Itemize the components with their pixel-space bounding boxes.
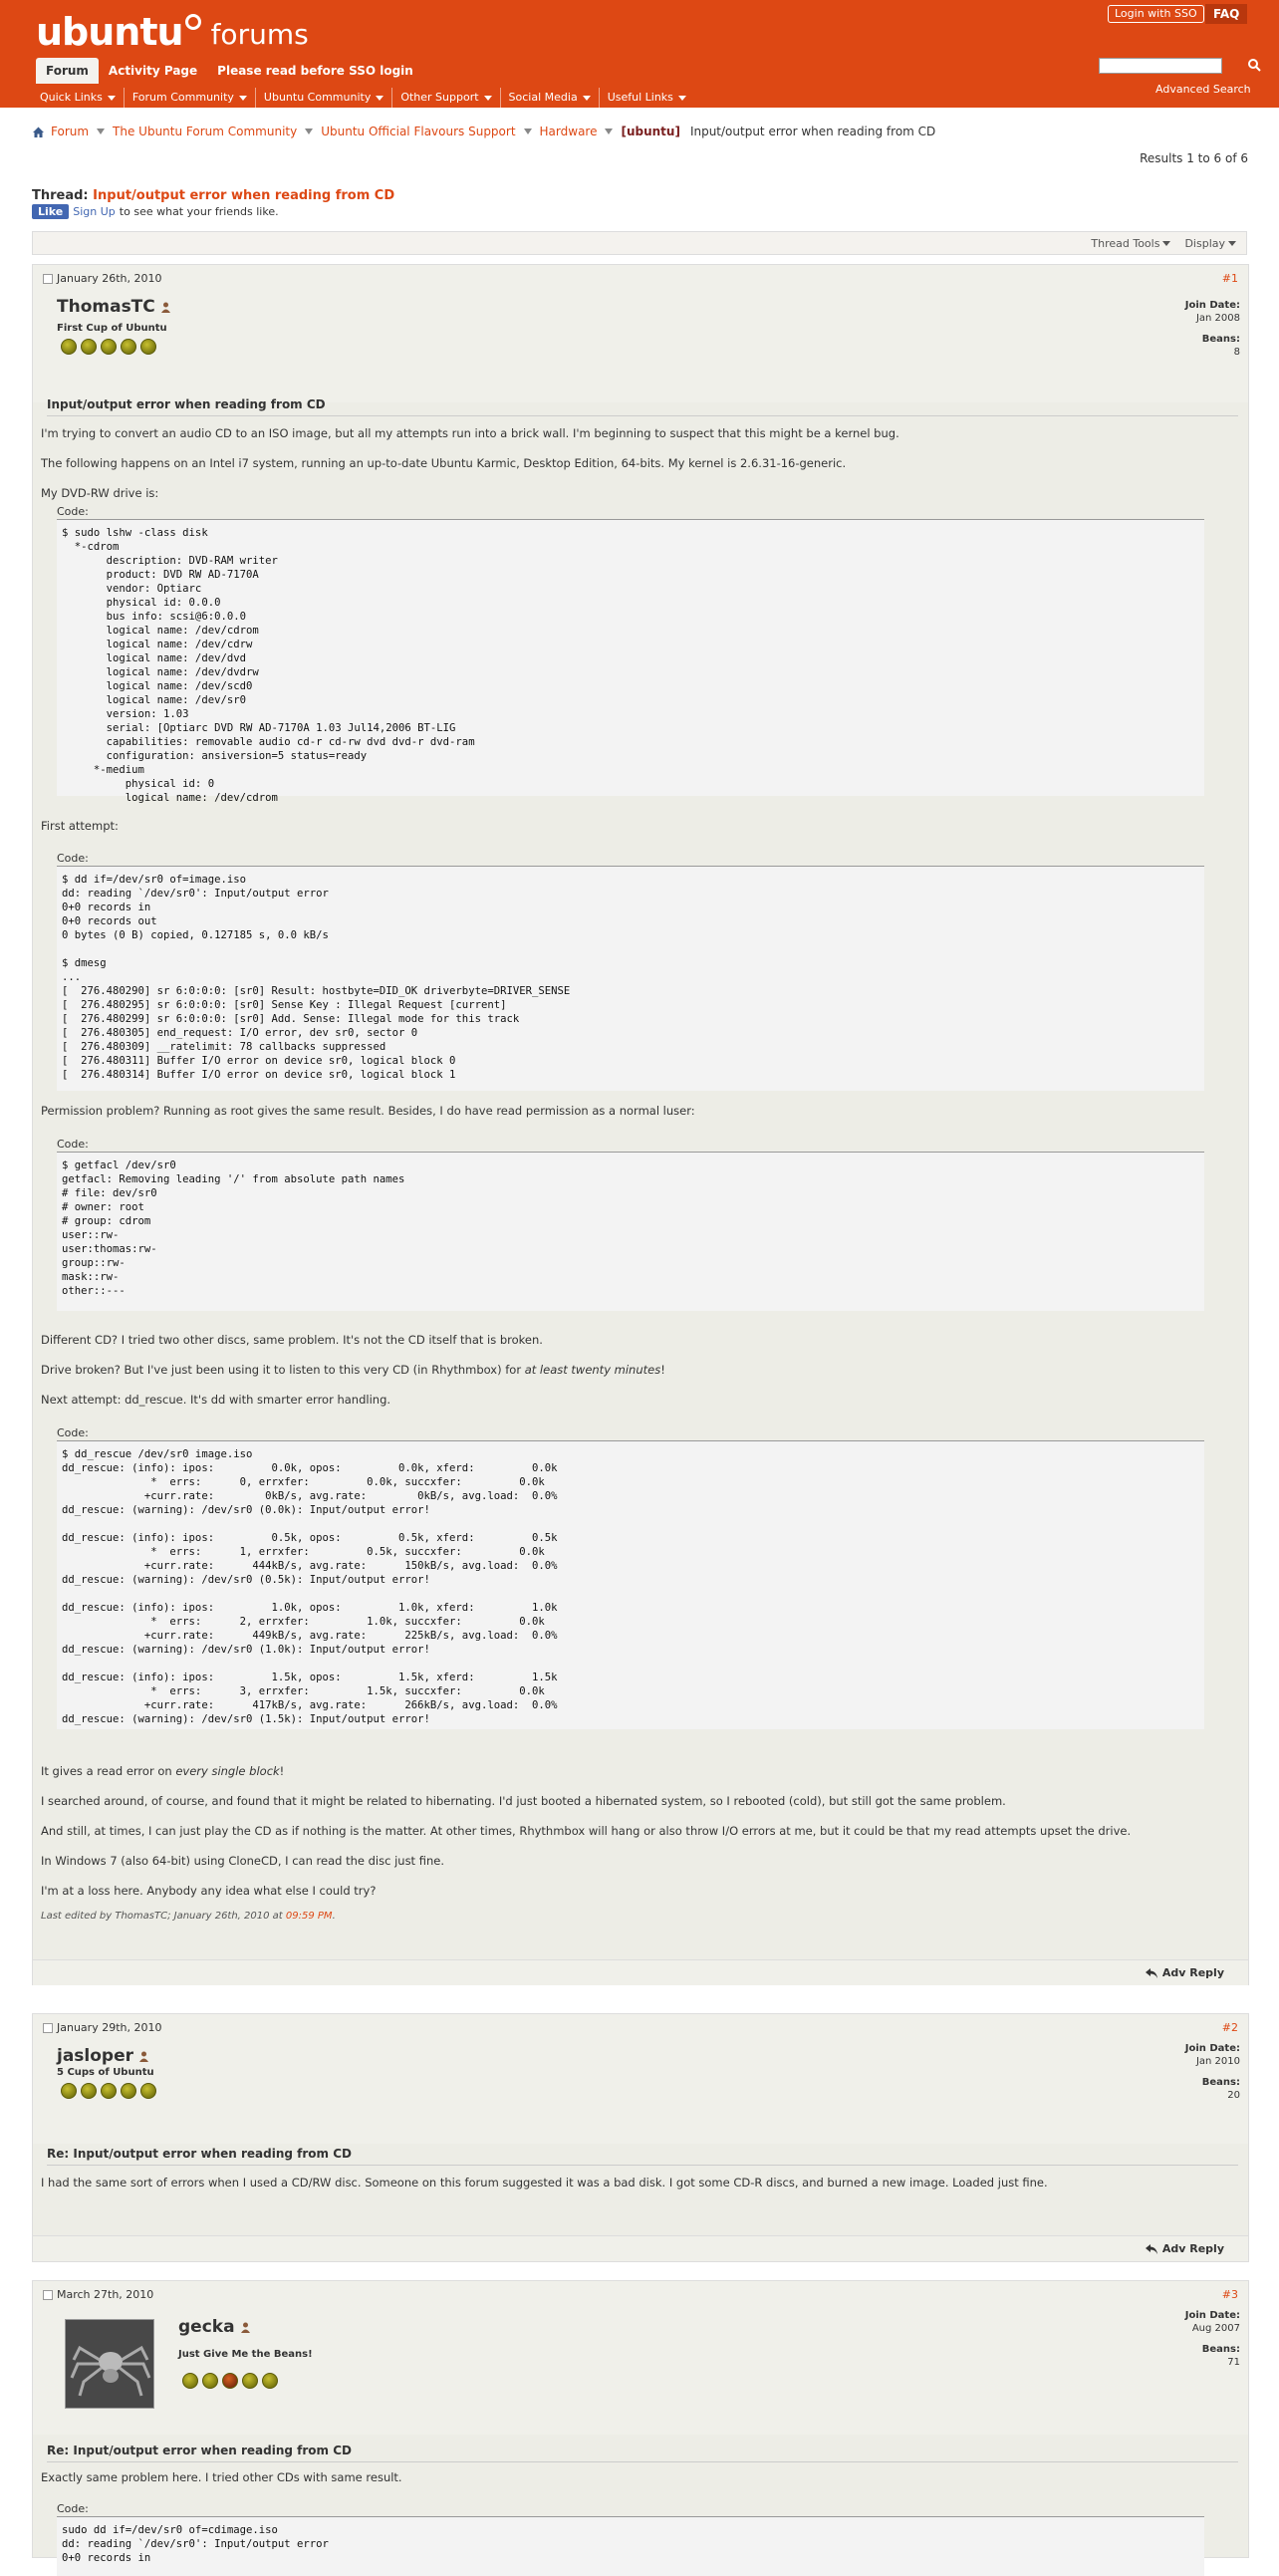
avatar[interactable] — [65, 2319, 154, 2409]
bean-rating — [61, 339, 156, 355]
chevron-down-icon — [583, 96, 591, 101]
beans-label: Beans: — [1201, 2344, 1240, 2355]
post-paragraph: Next attempt: dd_rescue. It's dd with smarter error handling. — [41, 1393, 391, 1407]
last-edited-note: Last edited by ThomasTC; January 26th, 2010 at 09:59 PM. — [41, 1911, 336, 1922]
post-1 — [32, 264, 1249, 1985]
code-block-ddrescue[interactable]: $ dd_rescue /dev/sr0 image.iso dd_rescue: (info): ipos: 0.0k, opos: 0.0k, xferd: 0.0k * errs: 0, errxfer: 0.0k, succxfer: 0.0k +curr.rate: 0kB/s, avg.rate: 0kB/s, avg.load: 0.0% dd_rescue: (warning): /dev/sr0 (0.0k): Input/output error! dd_rescue: (info): ipos: 0.5k, opos: 0.5k, xferd: 0.5k * errs: 1, errxfer: 0.5k, succxfer: 0.0k +curr.rate: 444kB/s, avg.rate: 150kB/s, avg.load: 0.0% dd_rescue: (warning): /dev/sr0 (0.5k): Input/output error! dd_rescue: (info): ipos: 1.0k, opos: 1.0k, xferd: 1.0k * errs: 2, errxfer: 1.0k, succxfer: 0.0k +curr.rate: 449kB/s, avg.rate: 225kB/s, avg.load: 0.0% dd_rescue: (warning): /dev/sr0 (1.0k): Input/output error! dd_rescue: (info): ipos: 1.5k, opos: 1.5k, xferd: 1.5k * errs: 3, errxfer: 1.5k, succxfer: 0.0k +curr.rate: 417kB/s, avg.rate: 266kB/s, avg.load: 0.0% dd_rescue: (warning): /dev/sr0 (1.5k): Input/output error! — [57, 1440, 1204, 1729]
beans-label: Beans: — [1201, 2077, 1240, 2088]
code-label: Code: — [57, 505, 89, 518]
code-label: Code: — [57, 1138, 89, 1151]
user-info — [33, 2038, 1248, 2144]
post-paragraph: In Windows 7 (also 64-bit) using CloneCD, I can read the disc just fine. — [41, 1854, 444, 1868]
join-date-label: Join Date: — [1184, 300, 1240, 311]
thread-title — [32, 188, 394, 203]
site-header — [0, 0, 1279, 108]
post-title: Re: Input/output error when reading from CD — [47, 2444, 1238, 2462]
bean-icon — [61, 339, 77, 355]
username[interactable]: gecka — [178, 2317, 251, 2337]
post-title: Input/output error when reading from CD — [47, 397, 1238, 416]
chevron-down-icon — [484, 96, 492, 101]
breadcrumb-separator-icon — [605, 129, 613, 134]
display-menu[interactable]: Display — [1184, 237, 1236, 250]
post-paragraph: Exactly same problem here. I tried other CDs with same result. — [41, 2470, 402, 2484]
quick-links-menu[interactable]: Quick Links — [32, 88, 125, 108]
post-paragraph: I searched around, of course, and found that it might be related to hibernating. I'd just booted a hibernated system, so I rebooted (cold), but still got the same problem. — [41, 1794, 1006, 1808]
code-label: Code: — [57, 2502, 89, 2515]
post-paragraph: My DVD-RW drive is: — [41, 486, 159, 500]
faq-button[interactable]: FAQ — [1205, 4, 1247, 24]
bean-icon — [101, 2083, 117, 2099]
chevron-down-icon — [1162, 241, 1170, 246]
post-paragraph: I'm trying to convert an audio CD to an ISO image, but all my attempts run into a brick wall. I'm beginning to suspect that this might be a kernel bug. — [41, 426, 899, 440]
thread-tools-menu[interactable]: Thread Tools — [1091, 237, 1170, 250]
username[interactable]: ThomasTC — [57, 297, 171, 317]
post-number[interactable]: #3 — [1221, 2288, 1238, 2301]
post-select-checkbox[interactable] — [43, 2023, 53, 2033]
ubuntu-community-menu[interactable]: Ubuntu Community — [256, 88, 392, 108]
post-paragraph: Different CD? I tried two other discs, same problem. It's not the CD itself that is broken. — [41, 1333, 543, 1347]
bean-icon — [222, 2373, 238, 2389]
post-3 — [32, 2280, 1249, 2564]
breadcrumb-prefix-tag: [ubuntu] — [621, 125, 680, 138]
chevron-down-icon — [239, 96, 247, 101]
adv-reply-button[interactable]: Adv Reply — [1146, 2242, 1224, 2255]
bean-rating — [61, 2083, 156, 2099]
bean-icon — [140, 2083, 156, 2099]
code-label: Code: — [57, 1426, 89, 1439]
post-paragraph: First attempt: — [41, 819, 119, 833]
breadcrumb-hardware[interactable]: Hardware — [539, 125, 598, 138]
post-number[interactable]: #2 — [1221, 2021, 1238, 2034]
join-date: Aug 2007 — [1191, 2323, 1240, 2334]
join-date: Jan 2010 — [1195, 2056, 1240, 2067]
post-select-checkbox[interactable] — [43, 2290, 53, 2300]
breadcrumb-flavours[interactable]: Ubuntu Official Flavours Support — [321, 125, 516, 138]
bean-icon — [202, 2373, 218, 2389]
user-title: First Cup of Ubuntu — [57, 323, 167, 334]
tab-forum[interactable]: Forum — [36, 58, 99, 84]
ubuntu-forums-logo[interactable] — [36, 8, 309, 52]
bean-icon — [101, 339, 117, 355]
chevron-down-icon — [108, 96, 116, 101]
other-support-menu[interactable]: Other Support — [392, 88, 500, 108]
breadcrumb-separator-icon — [524, 129, 532, 134]
bean-rating — [182, 2373, 278, 2389]
tab-sso-notice[interactable]: Please read before SSO login — [217, 64, 413, 78]
post-select-checkbox[interactable] — [43, 274, 53, 284]
post-paragraph: I had the same sort of errors when I used a CD/RW disc. Someone on this forum suggested it was a bad disk. I got some CD-R discs, and burned a new image. Loaded just fine. — [41, 2176, 1048, 2190]
breadcrumb-forum[interactable]: Forum — [51, 125, 90, 138]
search-icon[interactable] — [1247, 58, 1261, 72]
post-header — [33, 265, 1248, 289]
join-date: Jan 2008 — [1195, 313, 1240, 324]
reply-arrow-icon — [1146, 1968, 1157, 1978]
facebook-like-button[interactable]: Like — [32, 204, 69, 219]
user-stats — [1185, 299, 1240, 359]
bean-icon — [121, 2083, 136, 2099]
advanced-search-link[interactable]: Advanced Search — [1155, 83, 1251, 96]
spider-avatar-icon — [66, 2320, 155, 2410]
offline-user-icon — [160, 302, 171, 313]
bean-icon — [182, 2373, 198, 2389]
bean-icon — [242, 2373, 258, 2389]
social-media-menu[interactable]: Social Media — [501, 88, 600, 108]
join-date-label: Join Date: — [1184, 2310, 1240, 2321]
user-info — [33, 289, 1248, 402]
user-title: 5 Cups of Ubuntu — [57, 2067, 154, 2078]
code-block-lshw[interactable]: $ sudo lshw -class disk *-cdrom description: DVD-RAM writer product: DVD RW AD-7170A vendor: Optiarc physical id: 0.0.0 bus info: scsi@6:0.0.0 logical name: /dev/cdrom logical name: /dev/cdrw logical name: /dev/dvd logical name: /dev/dvdrw logical name: /dev/scd0 logical name: /dev/sr0 version: 1.03 serial: [Optiarc DVD RW AD-7170A 1.03 Jul14,2006 BT-LIG capabilities: removable audio cd-r cd-rw dvd dvd-r dvd-ram configuration: ansiversion=5 status=ready *-medium physical id: 0 logical name: /dev/cdrom — [57, 519, 1204, 796]
post-paragraph: I'm at a loss here. Anybody any idea what else I could try? — [41, 1884, 377, 1898]
bean-icon — [262, 2373, 278, 2389]
user-stats — [1185, 2309, 1240, 2369]
offline-user-icon — [138, 2051, 149, 2062]
breadcrumb-separator-icon — [305, 129, 313, 134]
thread-label: Thread: — [32, 188, 89, 203]
code-block-dd[interactable]: sudo dd if=/dev/sr0 of=cdimage.iso dd: reading `/dev/sr0': Input/output error 0+0 records in — [57, 2516, 1204, 2576]
reply-arrow-icon — [1146, 2244, 1157, 2254]
post-paragraph: The following happens on an Intel i7 system, running an up-to-date Ubuntu Karmic, Desktop Edition, 64-bits. My kernel is 2.6.31-16-generic. — [41, 456, 847, 470]
tab-activity-page[interactable]: Activity Page — [108, 64, 198, 78]
beans-count: 71 — [1227, 2357, 1240, 2368]
bean-icon — [81, 339, 97, 355]
adv-reply-button[interactable]: Adv Reply — [1146, 1966, 1224, 1979]
beans-label: Beans: — [1201, 334, 1240, 345]
login-sso-button[interactable]: Login with SSO — [1108, 5, 1204, 23]
post-footer — [33, 1959, 1248, 1985]
post-footer — [33, 2235, 1248, 2261]
post-header — [33, 2014, 1248, 2038]
chevron-down-icon — [1228, 241, 1236, 246]
post-title: Re: Input/output error when reading from CD — [47, 2147, 1238, 2166]
facebook-like-row — [32, 204, 279, 219]
username[interactable]: jasloper — [57, 2046, 149, 2066]
results-count: Results 1 to 6 of 6 — [1140, 151, 1248, 165]
chevron-down-icon — [376, 96, 384, 101]
facebook-text: to see what your friends like. — [119, 205, 279, 218]
beans-count: 8 — [1233, 347, 1240, 358]
user-title: Just Give Me the Beans! — [178, 2349, 313, 2360]
breadcrumb-separator-icon — [97, 129, 105, 134]
code-label: Code: — [57, 852, 89, 865]
bean-icon — [61, 2083, 77, 2099]
post-paragraph: And still, at times, I can just play the CD as if nothing is the matter. At other times, Rhythmbox will hang or also throw I/O errors at me, but it could be that my read attempts upset the drive. — [41, 1824, 1132, 1838]
post-2 — [32, 2013, 1249, 2262]
post-number[interactable]: #1 — [1221, 272, 1238, 285]
post-paragraph: Permission problem? Running as root gives the same result. Besides, I do have read permission as a normal luser: — [41, 1104, 695, 1118]
join-date-label: Join Date: — [1184, 2043, 1240, 2054]
logo-word: ubuntu — [36, 10, 183, 54]
breadcrumb-community[interactable]: The Ubuntu Forum Community — [113, 125, 298, 138]
search-input[interactable] — [1099, 58, 1222, 74]
beans-count: 20 — [1227, 2090, 1240, 2101]
user-stats — [1185, 2042, 1240, 2102]
post-paragraph: It gives a read error on every single block! — [41, 1764, 285, 1778]
bean-icon — [81, 2083, 97, 2099]
post-date: January 26th, 2010 — [43, 272, 161, 285]
forum-community-menu[interactable]: Forum Community — [125, 88, 256, 108]
facebook-signup-link[interactable]: Sign Up — [73, 205, 116, 218]
nav-tabs — [36, 58, 423, 84]
code-block-getfacl[interactable]: $ getfacl /dev/sr0 getfacl: Removing leading '/' from absolute path names # file: dev/sr0 # owner: root # group: cdrom user::rw- user:thomas:rw- group::rw- mask::rw- other::--- — [57, 1152, 1204, 1311]
offline-user-icon — [240, 2322, 251, 2333]
breadcrumb — [32, 125, 935, 138]
circle-of-friends-icon — [185, 14, 201, 30]
post-date: March 27th, 2010 — [43, 2288, 153, 2301]
breadcrumb-current: Input/output error when reading from CD — [689, 125, 936, 138]
logo-suffix: forums — [210, 18, 309, 51]
bean-icon — [121, 339, 136, 355]
chevron-down-icon — [678, 96, 686, 101]
home-icon[interactable] — [32, 126, 45, 138]
post-header — [33, 2281, 1248, 2305]
thread-title-link[interactable]: Input/output error when reading from CD — [93, 188, 395, 203]
bean-icon — [140, 339, 156, 355]
sub-nav — [32, 88, 694, 108]
thread-toolbar — [32, 231, 1247, 255]
code-block-dd[interactable]: $ dd if=/dev/sr0 of=image.iso dd: reading `/dev/sr0': Input/output error 0+0 records in 0+0 records out 0 bytes (0 B) copied, 0.127185 s, 0.0 kB/s $ dmesg ... [ 276.480290] sr 6:0:0:0: [sr0] Result: hostbyte=DID_OK driverbyte=DRIVER_SENSE [ 276.480295] sr 6:0:0:0: [sr0] Sense Key : Illegal Request [current] [ 276.480299] sr 6:0:0:0: [sr0] Add. Sense: Illegal mode for this track [ 276.480305] end_request: I/O error, dev sr0, sector 0 [ 276.480309] __ratelimit: 78 callbacks suppressed [ 276.480311] Buffer I/O error on device sr0, logical block 0 [ 276.480314] Buffer I/O error on device sr0, logical block 1 — [57, 866, 1204, 1091]
user-info — [33, 2305, 1248, 2435]
post-date: January 29th, 2010 — [43, 2021, 161, 2034]
useful-links-menu[interactable]: Useful Links — [600, 88, 694, 108]
post-paragraph: Drive broken? But I've just been using it to listen to this very CD (in Rhythmbox) for at least twenty minutes! — [41, 1363, 665, 1377]
